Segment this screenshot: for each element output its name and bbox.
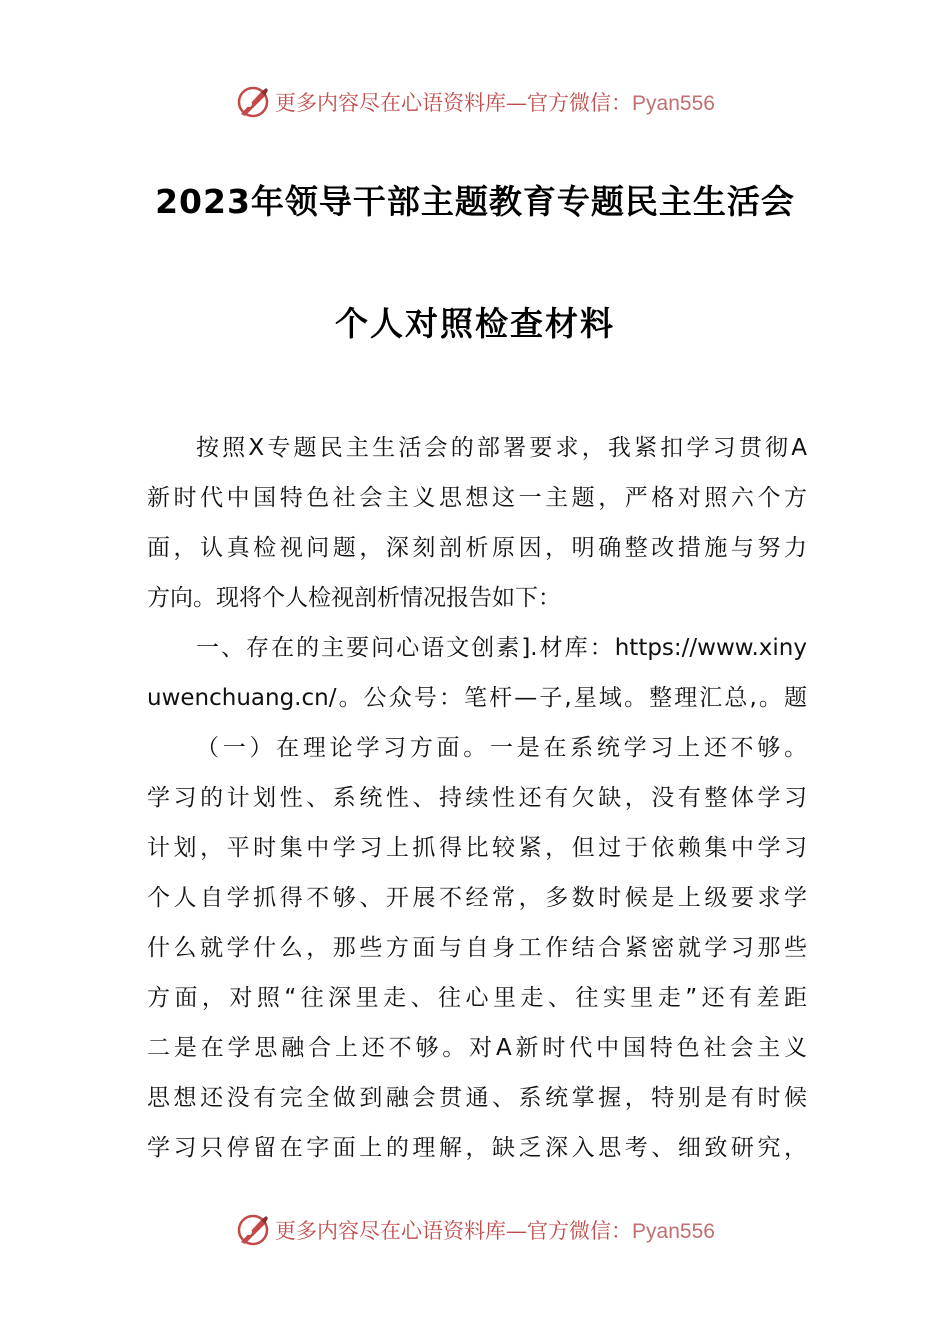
paragraph-line: 新时代中国特色社会主义思想这一主题，严格对照六个方	[147, 485, 807, 511]
paragraph-line: 什么就学什么，那些方面与自身工作结合紧密就学习那些	[147, 935, 807, 961]
pen-scroll-logo-icon	[235, 84, 271, 120]
page-subtitle: 个人对照检查材料	[335, 304, 615, 343]
paragraph-line: uwenchuang.cn/。公众号：笔杆—子,星域。整理汇总,。题	[147, 685, 807, 711]
paragraph-line: 二是在学思融合上还不够。对A新时代中国特色社会主义	[147, 1035, 807, 1061]
paragraph-line: 一、存在的主要问心语文创素].材库：https://www.xiny	[196, 635, 807, 661]
paragraph-line: 学习的计划性、系统性、持续性还有欠缺，没有整体学习	[147, 785, 807, 811]
wechat-id: Pyan556	[632, 92, 715, 115]
banner-text: 更多内容尽在心语资料库—官方微信：Pyan556	[275, 91, 715, 115]
paragraph-line: 学习只停留在字面上的理解，缺乏深入思考、细致研究，	[147, 1135, 807, 1161]
wechat-id: Pyan556	[632, 1220, 715, 1243]
paragraph-line: 方面，对照“往深里走、往心里走、往实里走”还有差距	[147, 985, 807, 1011]
paragraph-line: 个人自学抓得不够、开展不经常，多数时候是上级要求学	[147, 885, 807, 911]
header-banner	[0, 82, 950, 122]
paragraph-line: 方向。现将个人检视剖析情况报告如下：	[147, 585, 561, 611]
footer-banner	[0, 1210, 950, 1250]
section-heading-line: （一）在理论学习方面。一是在系统学习上还不够。	[196, 735, 807, 761]
paragraph-line: 面，认真检视问题，深刻剖析原因，明确整改措施与努力	[147, 535, 807, 561]
pen-scroll-logo-icon	[235, 1212, 271, 1248]
paragraph-line: 思想还没有完全做到融会贯通、系统掌握，特别是有时候	[147, 1085, 807, 1111]
banner-text: 更多内容尽在心语资料库—官方微信：Pyan556	[275, 1219, 715, 1243]
page-title: 2023年领导干部主题教育专题民主生活会	[155, 182, 795, 221]
paragraph-line: 计划，平时集中学习上抓得比较紧，但过于依赖集中学习	[147, 835, 807, 861]
paragraph-line: 按照X专题民主生活会的部署要求，我紧扣学习贯彻A	[196, 435, 807, 461]
